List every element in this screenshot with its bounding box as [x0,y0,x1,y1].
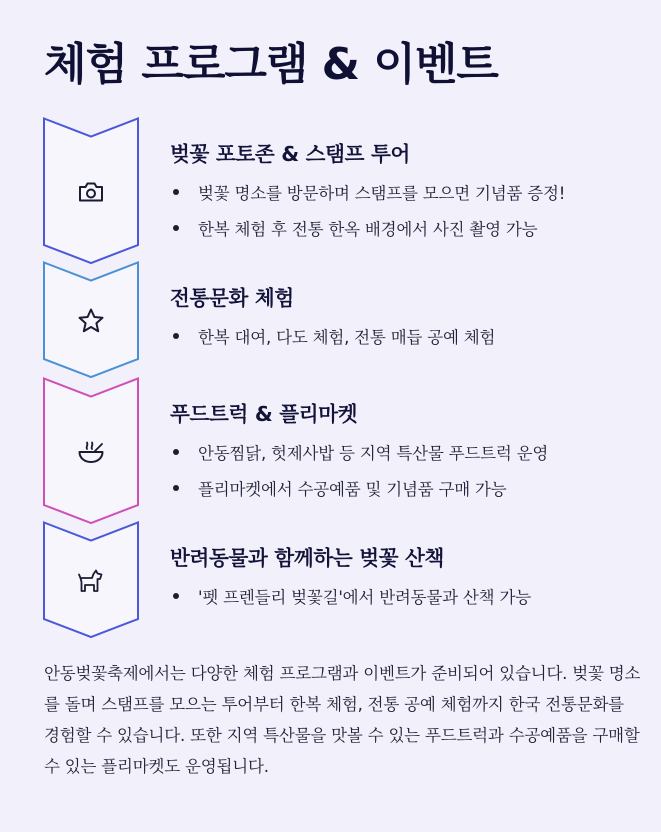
step-bullet: 플리마켓에서 수공예품 및 기념품 구매 가능 [170,476,507,500]
page-title: 체험 프로그램 & 이벤트 [44,39,498,90]
step-title: 전통문화 체험 [170,286,294,310]
camera-icon [76,177,106,207]
step-bullet: 안동찜닭, 헛제사밥 등 지역 특산물 푸드트럭 운영 [170,440,548,464]
step-title: 푸드트럭 & 플리마켓 [170,402,358,426]
step-title: 벚꽃 포토존 & 스탬프 투어 [170,142,410,166]
step-bullet: '펫 프렌들리 벚꽃길'에서 반려동물과 산책 가능 [170,584,531,608]
food-bowl-icon [76,437,106,467]
step-title: 반려동물과 함께하는 벚꽃 산책 [170,546,445,570]
step-bullet: 한복 대여, 다도 체험, 전통 매듭 공예 체험 [170,324,495,348]
description-paragraph: 안동벚꽃축제에서는 다양한 체험 프로그램과 이벤트가 준비되어 있습니다. 벚꽃 명소를 돌며 스탬프를 모으는 투어부터 한복 체험, 전통 공예 체험까지 한국 전통문화를 경험할 수 있습니다. 또한 지역 특산물을 맛볼 수 있는 푸드트럭과 수공예품을 구매할 수 있는 플리마켓도 운영됩니다. [44,664,641,776]
star-icon [76,306,106,336]
step-bullet: 한복 체험 후 전통 한옥 배경에서 사진 촬영 가능 [170,216,537,240]
dog-icon [76,566,106,596]
step-bullet: 벚꽃 명소를 방문하며 스탬프를 모으면 기념품 증정! [170,180,565,204]
